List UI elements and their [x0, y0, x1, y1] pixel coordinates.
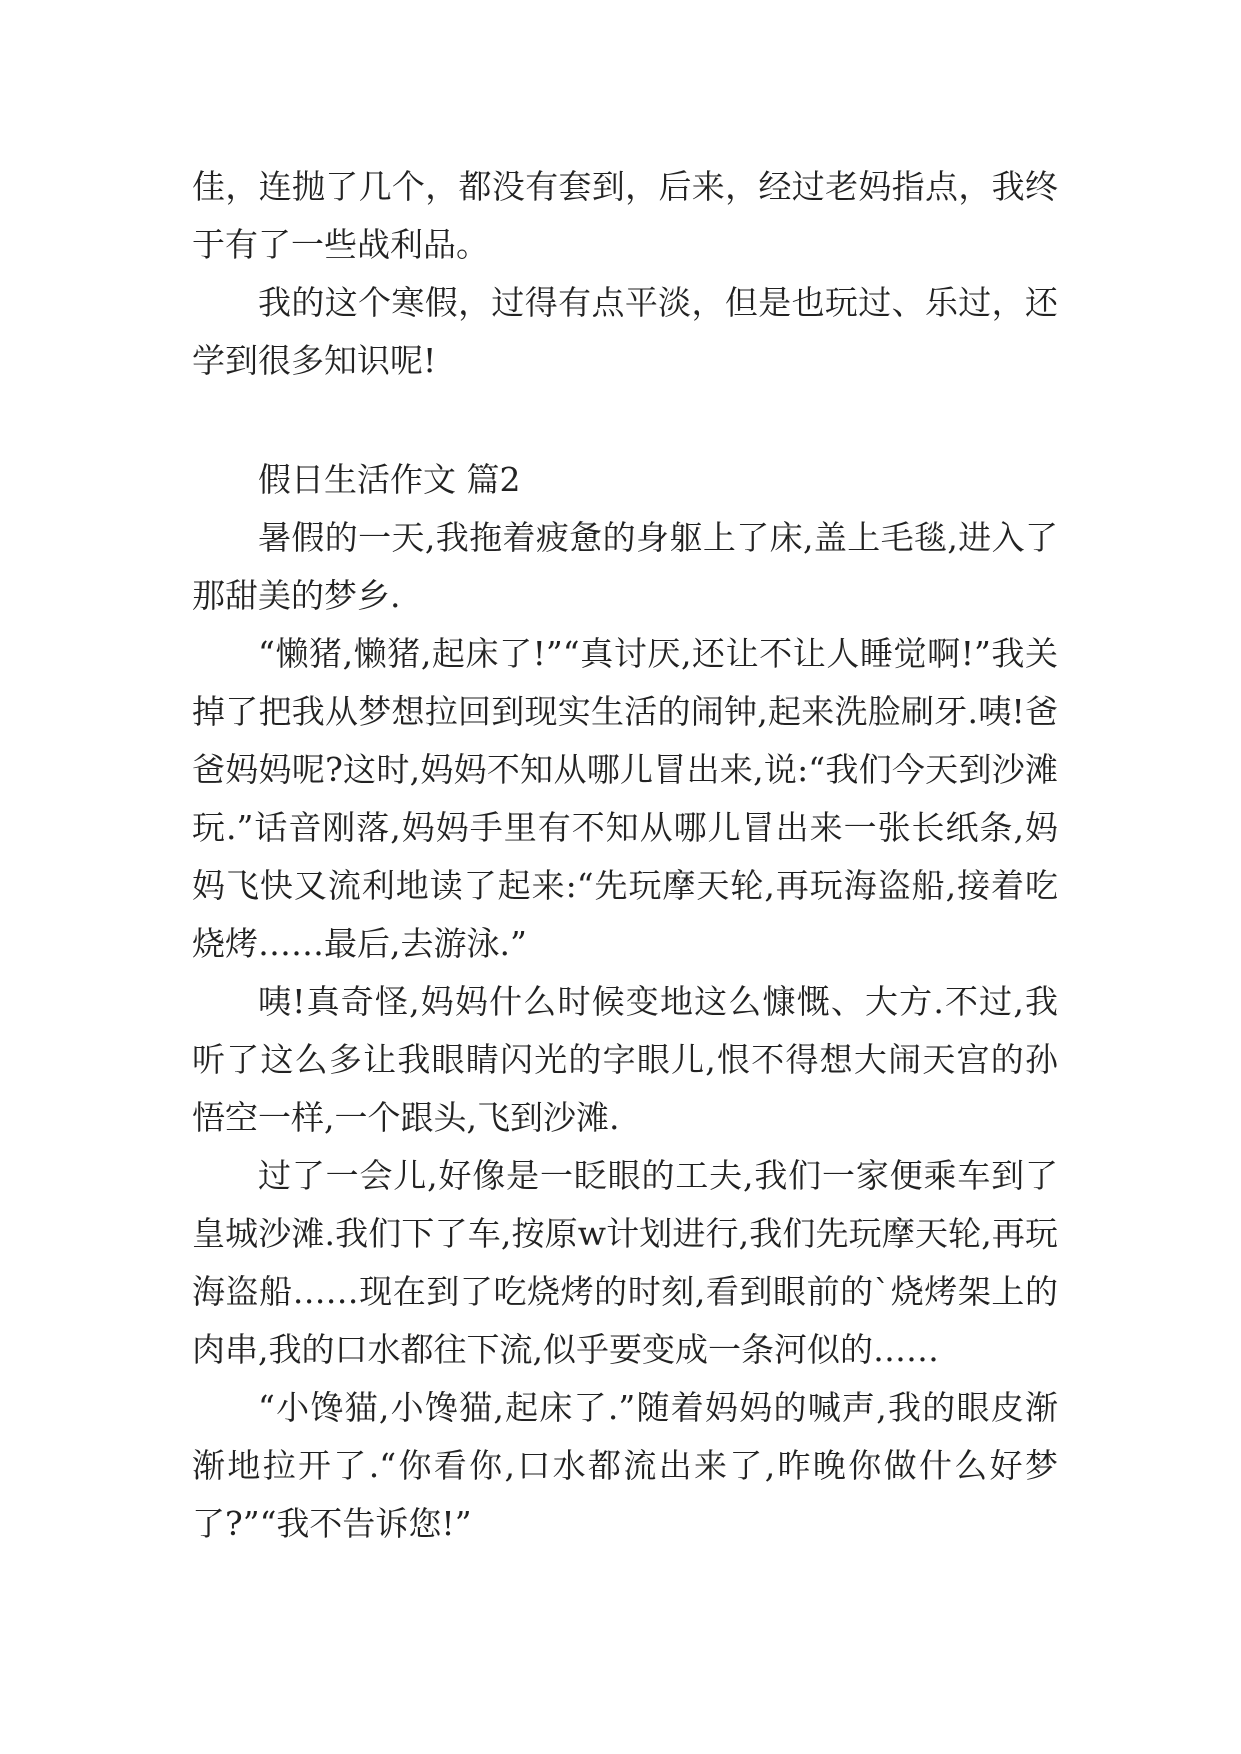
- previous-section: [192, 158, 1058, 390]
- paragraph-2: “懒猪,懒猪,起床了!”“真讨厌,还让不让人睡觉啊!”我关掉了把我从梦想拉回到现实生活的闹钟,起来洗脸刷牙.咦!爸爸妈妈呢?这时,妈妈不知从哪儿冒出来,说:“我们今天到沙滩玩.”话音刚落,妈妈手里有不知从哪儿冒出来一张长纸条,妈妈飞快又流利地读了起来:“先玩摩天轮,再玩海盗船,接着吃烧烤……最后,去游泳.”: [192, 634, 1058, 963]
- essay-section: [192, 451, 1058, 1553]
- paragraph-1: 暑假的一天,我拖着疲惫的身躯上了床,盖上毛毯,进入了那甜美的梦乡.: [192, 518, 1058, 615]
- paragraph-continued: 佳，连抛了几个，都没有套到，后来，经过老妈指点，我终于有了一些战利品。: [192, 167, 1058, 264]
- section-title: 假日生活作文 篇2: [258, 460, 521, 499]
- paragraph-5: “小馋猫,小馋猫,起床了.”随着妈妈的喊声,我的眼皮渐渐地拉开了.“你看你,口水都流出来了,昨晚你做什么好梦了?”“我不告诉您!”: [192, 1388, 1058, 1543]
- paragraph-conclusion: 我的这个寒假，过得有点平淡，但是也玩过、乐过，还学到很多知识呢!: [192, 283, 1058, 380]
- paragraph-4: 过了一会儿,好像是一眨眼的工夫,我们一家便乘车到了皇城沙滩.我们下了车,按原w计划进行,我们先玩摩天轮,再玩海盗船……现在到了吃烧烤的时刻,看到眼前的`烧烤架上的肉串,我的口水都往下流,似乎要变成一条河似的……: [192, 1156, 1058, 1369]
- paragraph-3: 咦!真奇怪,妈妈什么时候变地这么慷慨、大方.不过,我听了这么多让我眼睛闪光的字眼儿,恨不得想大闹天宫的孙悟空一样,一个跟头,飞到沙滩.: [192, 982, 1058, 1137]
